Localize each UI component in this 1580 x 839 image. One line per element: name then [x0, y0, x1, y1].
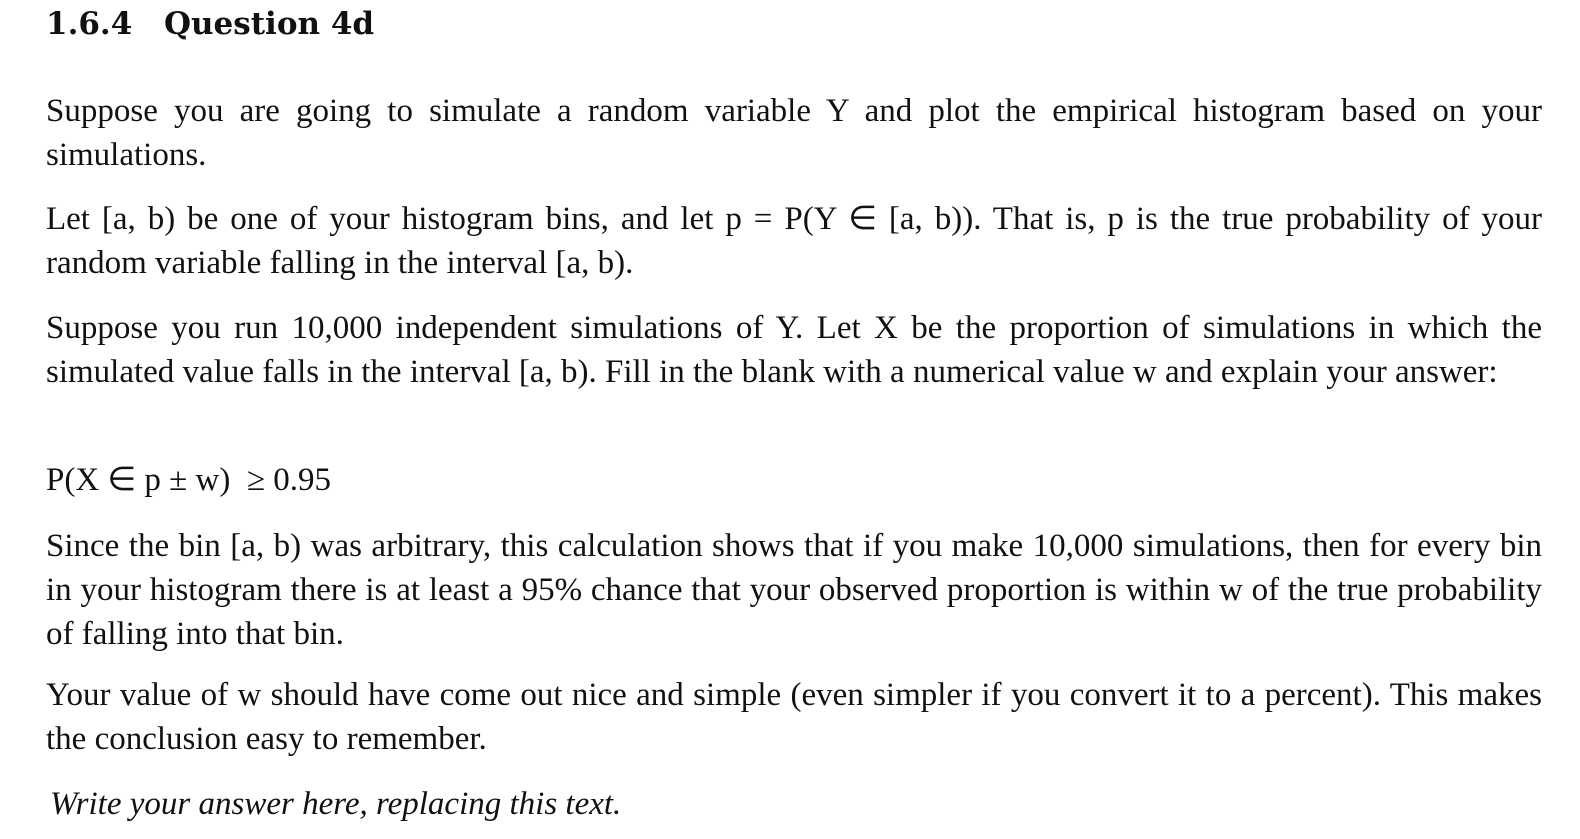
paragraph-bin-definition: Let [a, b) be one of your histogram bins, and let p = P(Y ∈ [a, b)). That is, p is the true probability of your random variable falling in the interval [a, b). — [46, 201, 1542, 281]
paragraph-hint: Your value of w should have come out nice and simple (even simpler if you convert it to a percent). This makes the conclusion easy to remember. — [46, 677, 1542, 757]
section-heading — [46, 4, 374, 44]
answer-placeholder[interactable]: Write your answer here, replacing this text. — [50, 786, 622, 822]
section-number: 1.6.4 — [46, 6, 133, 42]
paragraph-simulation-setup: Suppose you run 10,000 independent simulations of Y. Let X be the proportion of simulations in which the simulated value falls in the interval [a, b). Fill in the blank with a numerical value w and explain your answer: — [46, 310, 1542, 390]
paragraph-conclusion: Since the bin [a, b) was arbitrary, this calculation shows that if you make 10,000 simulations, then for every bin in your histogram there is at least a 95% chance that your observed proportion is within w of the true probability of falling into that bin. — [46, 528, 1542, 652]
probability-formula: P(X ∈ p ± w) ≥ 0.95 — [46, 462, 331, 498]
paragraph-intro: Suppose you are going to simulate a random variable Y and plot the empirical histogram based on your simulations. — [46, 93, 1542, 173]
section-title: Question 4d — [164, 6, 375, 42]
